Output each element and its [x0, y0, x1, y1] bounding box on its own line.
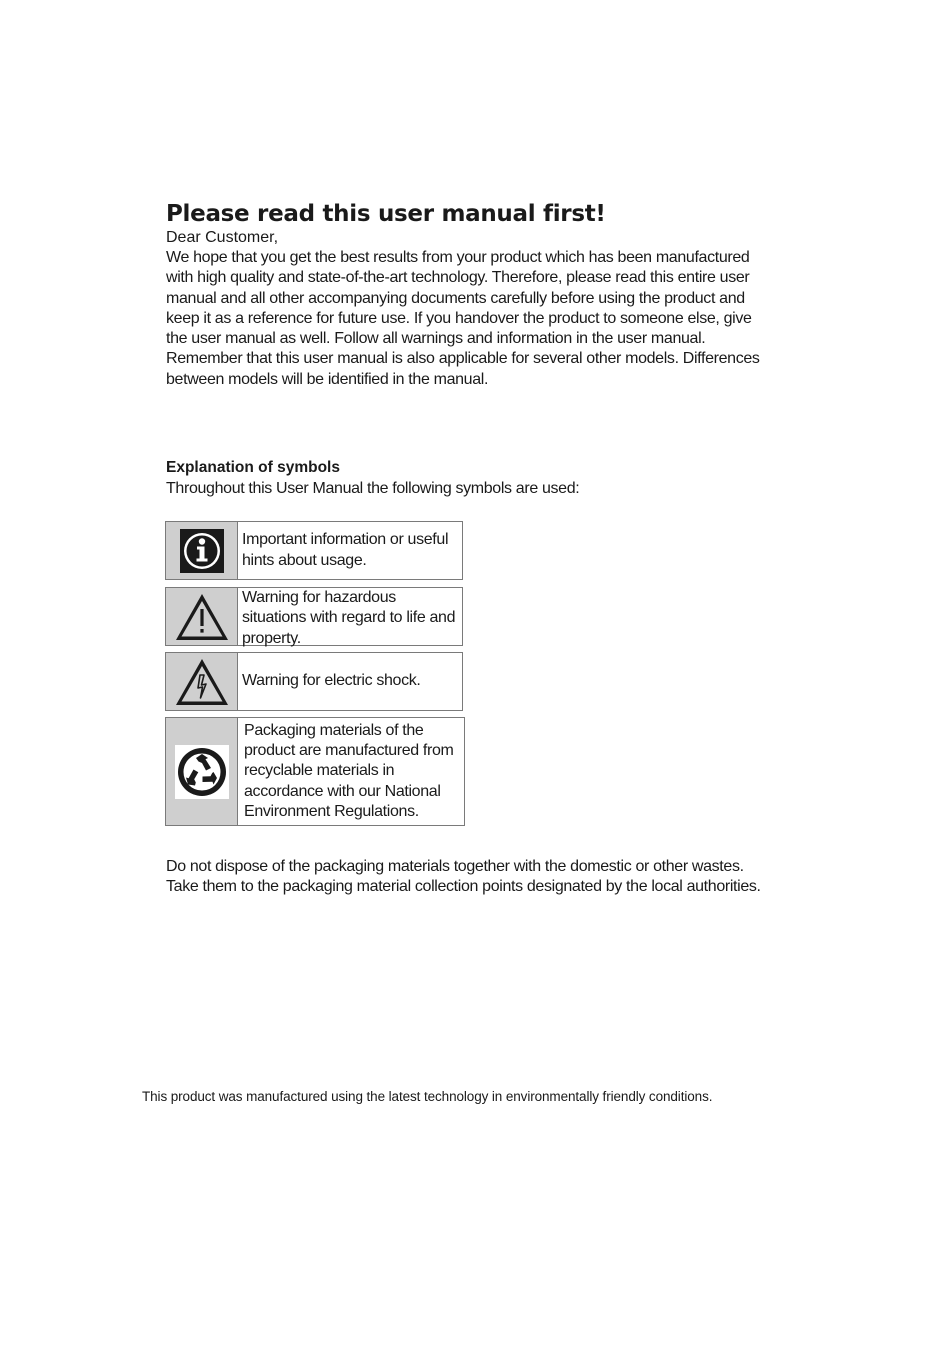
info-icon [180, 529, 224, 573]
symbol-text-recycle: Packaging materials of the product are manufactured from recyclable materials in accordance with our National Environment Regulations. [244, 721, 454, 820]
symbol-row-electric-shock [165, 652, 463, 711]
symbol-row-recycle [165, 717, 465, 826]
intro-paragraph: We hope that you get the best results from your product which has been manufactured with high quality and state-of-the-art technology. Therefore, please read this entire user manual and all other accompanying documents carefully before using the product and keep it as a reference for future use. If you handover the product to someone else, give the user manual as well. Follow all warnings and information in the user manual. Remember that this user manual is also applicable for several other models. Differences between models will be identified in the manual. [166, 249, 760, 388]
recycle-icon [175, 745, 229, 799]
symbol-icon-cell [166, 718, 238, 825]
symbols-intro: Throughout this User Manual the following symbols are used: [166, 480, 580, 497]
symbol-text-warning: Warning for hazardous situations with regard to life and property. [242, 589, 456, 647]
electric-shock-icon [173, 656, 231, 708]
symbols-heading: Explanation of symbols [166, 459, 340, 476]
symbol-text-info: Important information or useful hints about usage. [242, 531, 449, 569]
symbol-row-info [165, 521, 463, 580]
symbol-text-electric-shock: Warning for electric shock. [242, 672, 421, 690]
symbol-row-warning [165, 587, 463, 646]
symbol-icon-cell [166, 588, 238, 645]
footer-note: This product was manufactured using the latest technology in environmentally friendly conditions. [142, 1089, 713, 1104]
page-title: Please read this user manual first! [166, 201, 606, 227]
greeting: Dear Customer, [166, 229, 279, 246]
warning-icon [173, 591, 231, 643]
disposal-paragraph: Do not dispose of the packaging materials together with the domestic or other wastes. Take them to the packaging material collection points designated by the local authorities. [166, 858, 761, 896]
symbol-icon-cell [166, 653, 238, 710]
symbol-icon-cell [166, 522, 238, 579]
